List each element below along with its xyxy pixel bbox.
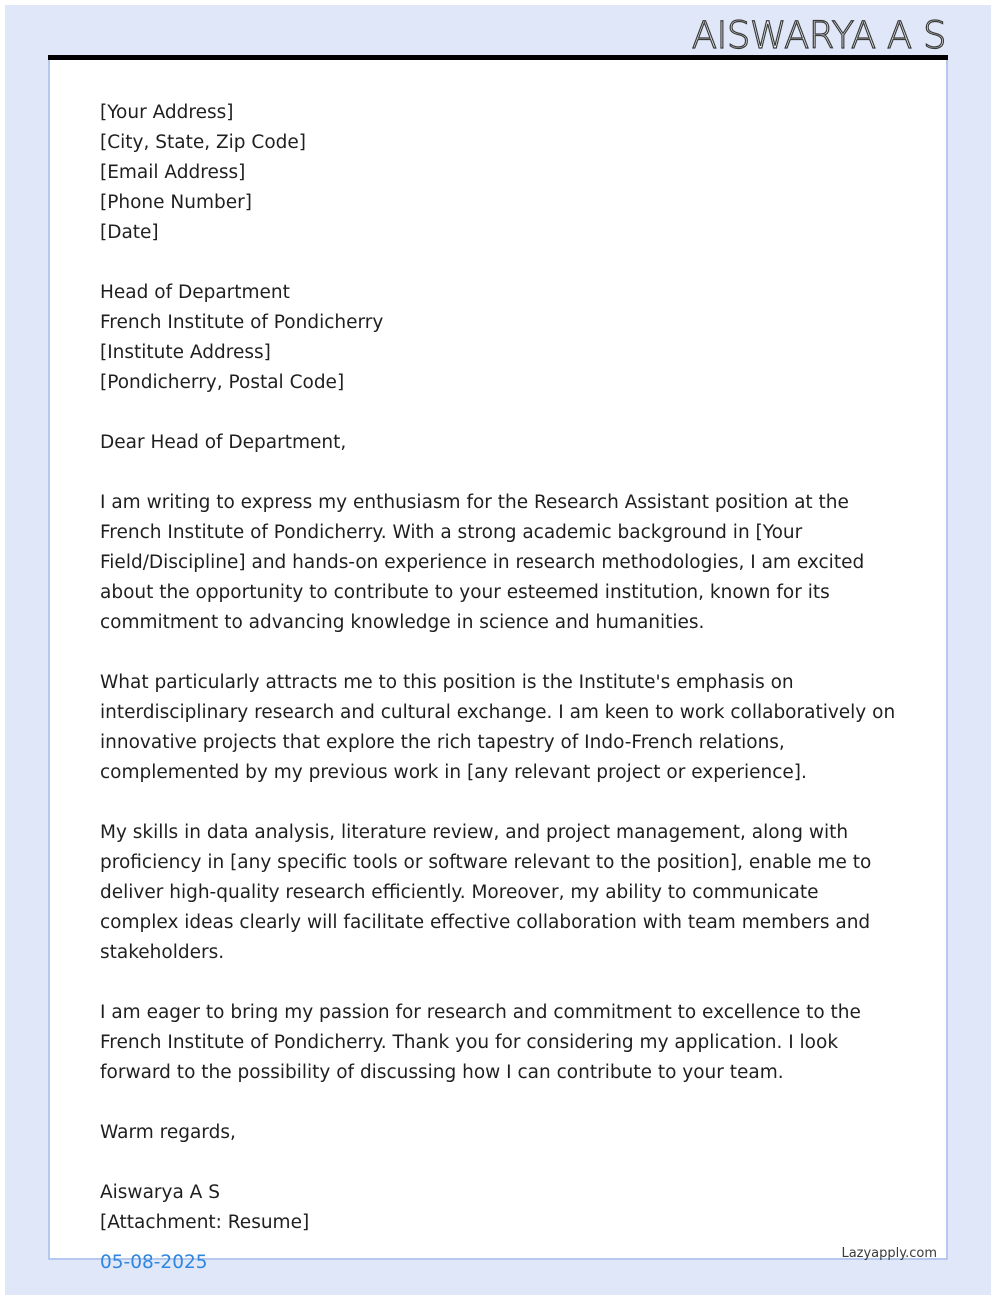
sender-block bbox=[100, 98, 900, 248]
recipient-address: [Institute Address] bbox=[100, 342, 271, 363]
sender-city-state-zip: [City, State, Zip Code] bbox=[100, 132, 306, 153]
applicant-name-heading: AISWARYA A S bbox=[691, 14, 946, 57]
body-paragraph-1: I am writing to express my enthusiasm for the Research Assistant position at the French Institute of Pondicherry. With a strong academic background in [Your Field/Discipline] and hands-on experience in research methodologies, I am excited about the opportunity to contribute to your esteemed institution, known for its commitment to advancing knowledge in science and humanities. bbox=[100, 492, 865, 633]
sender-date: [Date] bbox=[100, 222, 159, 243]
recipient-organization: French Institute of Pondicherry bbox=[100, 312, 384, 333]
document-date: 05-08-2025 bbox=[100, 1252, 208, 1273]
salutation: Dear Head of Department, bbox=[100, 432, 347, 453]
cover-letter bbox=[100, 98, 900, 1278]
recipient-city-postal: [Pondicherry, Postal Code] bbox=[100, 372, 345, 393]
body-paragraph-2: What particularly attracts me to this position is the Institute's emphasis on interdisciplinary research and cultural exchange. I am keen to work collaboratively on innovative projects that explore the rich tapestry of Indo-French relations, complemented by my previous work in [any relevant project or experience]. bbox=[100, 672, 896, 783]
signature-block bbox=[100, 1178, 900, 1278]
body-paragraph-3: My skills in data analysis, literature review, and project management, along with proficiency in [any specific tools or software relevant to the position], enable me to deliver high-quality research efficiently. Moreover, my ability to communicate complex ideas clearly will facilitate effective collaboration with team members and stakeholders. bbox=[100, 822, 872, 963]
attachment-note: [Attachment: Resume] bbox=[100, 1212, 310, 1233]
sender-address: [Your Address] bbox=[100, 102, 234, 123]
sender-email: [Email Address] bbox=[100, 162, 246, 183]
sender-phone: [Phone Number] bbox=[100, 192, 252, 213]
body-paragraph-4: I am eager to bring my passion for research and commitment to excellence to the French Institute of Pondicherry. Thank you for considering my application. I look forward to the possibility of discussing how I can contribute to your team. bbox=[100, 1002, 861, 1083]
footer-brand: Lazyapply.com bbox=[841, 1246, 937, 1261]
recipient-block bbox=[100, 278, 900, 398]
recipient-title: Head of Department bbox=[100, 282, 290, 303]
signature-name: Aiswarya A S bbox=[100, 1182, 220, 1203]
closing: Warm regards, bbox=[100, 1122, 236, 1143]
